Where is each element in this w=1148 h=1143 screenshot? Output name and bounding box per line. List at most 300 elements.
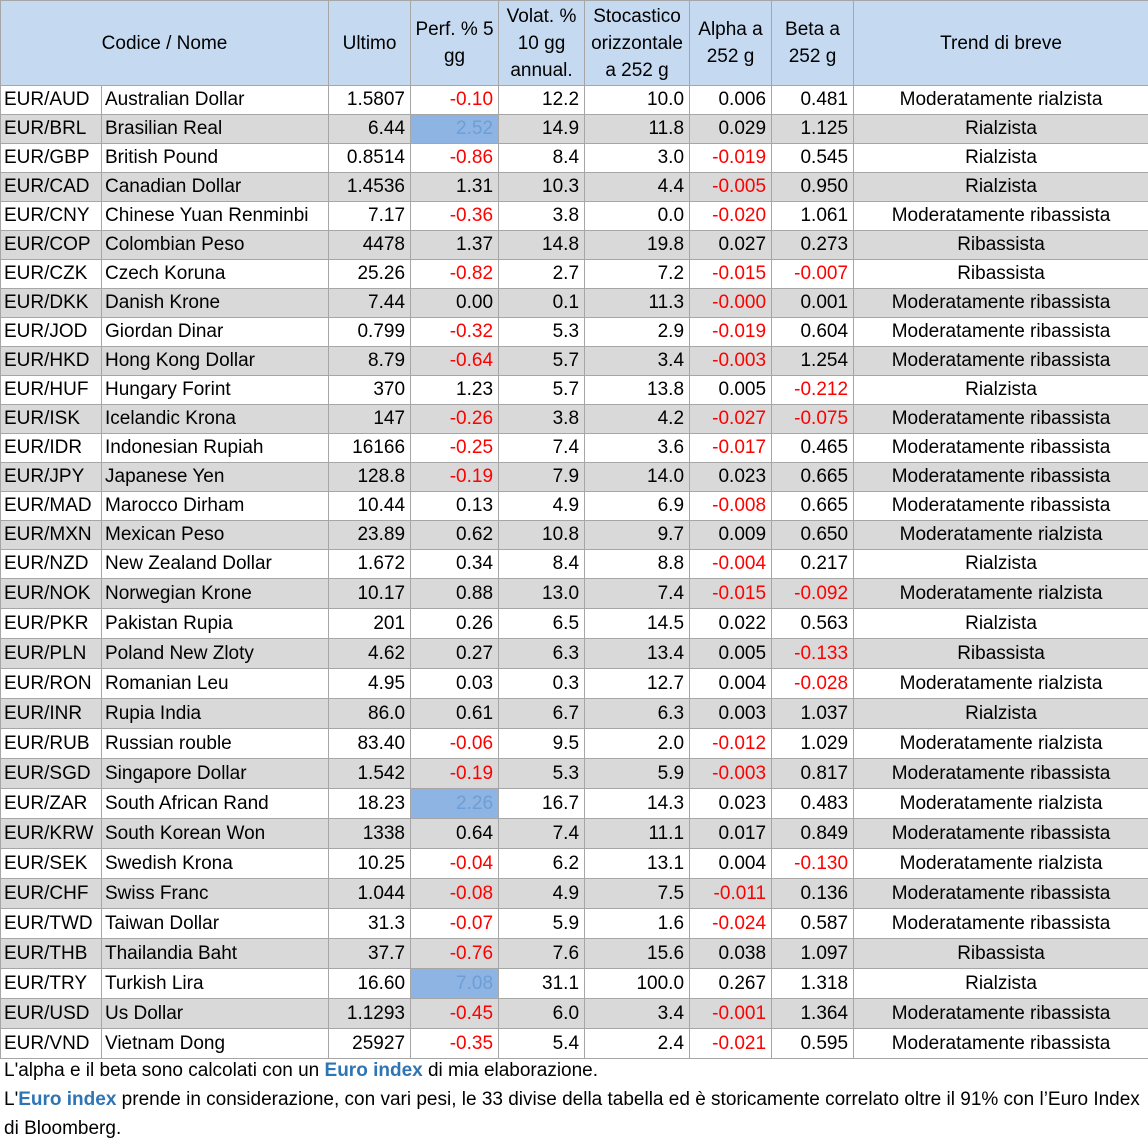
cell-alpha: 0.004	[690, 849, 772, 879]
cell-ultimo: 6.44	[329, 115, 411, 144]
cell-stoc: 8.8	[585, 550, 690, 579]
cell-name: Indonesian Rupiah	[102, 434, 329, 463]
cell-code: EUR/GBP	[1, 144, 102, 173]
cell-ultimo: 1.1293	[329, 999, 411, 1029]
cell-perf: -0.36	[411, 202, 499, 231]
cell-beta: 0.563	[772, 609, 854, 639]
table-row	[1, 521, 1148, 550]
cell-ultimo: 16166	[329, 434, 411, 463]
cell-name: Colombian Peso	[102, 231, 329, 260]
footnote-1	[4, 1056, 1144, 1085]
cell-beta: 0.665	[772, 463, 854, 492]
cell-beta: 1.254	[772, 347, 854, 376]
cell-trend: Moderatamente ribassista	[854, 463, 1148, 492]
cell-ultimo: 18.23	[329, 789, 411, 819]
cell-name: Australian Dollar	[102, 86, 329, 115]
cell-perf: -0.86	[411, 144, 499, 173]
cell-ultimo: 23.89	[329, 521, 411, 550]
cell-name: Brasilian Real	[102, 115, 329, 144]
cell-stoc: 3.6	[585, 434, 690, 463]
cell-code: EUR/TRY	[1, 969, 102, 999]
cell-trend: Moderatamente ribassista	[854, 909, 1148, 939]
cell-trend: Rialzista	[854, 115, 1148, 144]
cell-perf: -0.04	[411, 849, 499, 879]
cell-trend: Moderatamente rialzista	[854, 789, 1148, 819]
cell-beta: 0.001	[772, 289, 854, 318]
cell-ultimo: 83.40	[329, 729, 411, 759]
cell-name: Swedish Krona	[102, 849, 329, 879]
cell-name: Romanian Leu	[102, 669, 329, 699]
cell-code: EUR/THB	[1, 939, 102, 969]
euro-index-label-1: Euro index	[325, 1060, 423, 1081]
cell-code: EUR/JOD	[1, 318, 102, 347]
header-ultimo: Ultimo	[329, 1, 411, 86]
cell-perf: -0.26	[411, 405, 499, 434]
cell-alpha: -0.020	[690, 202, 772, 231]
table-row	[1, 639, 1148, 669]
cell-name: Chinese Yuan Renminbi	[102, 202, 329, 231]
cell-beta: -0.007	[772, 260, 854, 289]
cell-stoc: 11.1	[585, 819, 690, 849]
cell-perf: -0.45	[411, 999, 499, 1029]
cell-ultimo: 1.044	[329, 879, 411, 909]
cell-beta: -0.133	[772, 639, 854, 669]
cell-stoc: 0.0	[585, 202, 690, 231]
footnote-1-text-b: di mia elaborazione.	[423, 1060, 598, 1081]
cell-ultimo: 370	[329, 376, 411, 405]
cell-alpha: -0.001	[690, 999, 772, 1029]
table-row	[1, 729, 1148, 759]
cell-trend: Rialzista	[854, 376, 1148, 405]
cell-stoc: 6.9	[585, 492, 690, 521]
cell-trend: Moderatamente rialzista	[854, 521, 1148, 550]
cell-code: EUR/INR	[1, 699, 102, 729]
cell-ultimo: 10.44	[329, 492, 411, 521]
table-row	[1, 669, 1148, 699]
cell-trend: Ribassista	[854, 939, 1148, 969]
table-row	[1, 115, 1148, 144]
cell-code: EUR/CZK	[1, 260, 102, 289]
cell-alpha: -0.015	[690, 260, 772, 289]
cell-stoc: 15.6	[585, 939, 690, 969]
cell-ultimo: 1.5807	[329, 86, 411, 115]
cell-ultimo: 4.95	[329, 669, 411, 699]
cell-code: EUR/HKD	[1, 347, 102, 376]
cell-perf: -0.32	[411, 318, 499, 347]
cell-name: Vietnam Dong	[102, 1029, 329, 1059]
cell-perf: 0.64	[411, 819, 499, 849]
cell-ultimo: 0.799	[329, 318, 411, 347]
cell-stoc: 100.0	[585, 969, 690, 999]
cell-code: EUR/COP	[1, 231, 102, 260]
cell-ultimo: 86.0	[329, 699, 411, 729]
cell-name: Japanese Yen	[102, 463, 329, 492]
cell-alpha: 0.005	[690, 376, 772, 405]
table-row	[1, 318, 1148, 347]
cell-perf: 0.27	[411, 639, 499, 669]
cell-volat: 8.4	[499, 144, 585, 173]
cell-ultimo: 10.25	[329, 849, 411, 879]
cell-name: South Korean Won	[102, 819, 329, 849]
cell-code: EUR/IDR	[1, 434, 102, 463]
cell-volat: 10.8	[499, 521, 585, 550]
cell-trend: Rialzista	[854, 173, 1148, 202]
cell-trend: Moderatamente rialzista	[854, 729, 1148, 759]
cell-volat: 6.2	[499, 849, 585, 879]
table-row	[1, 405, 1148, 434]
cell-code: EUR/CNY	[1, 202, 102, 231]
cell-trend: Moderatamente rialzista	[854, 849, 1148, 879]
cell-stoc: 9.7	[585, 521, 690, 550]
cell-name: Russian rouble	[102, 729, 329, 759]
cell-stoc: 6.3	[585, 699, 690, 729]
cell-trend: Rialzista	[854, 144, 1148, 173]
cell-trend: Moderatamente ribassista	[854, 819, 1148, 849]
header-trend: Trend di breve	[854, 1, 1148, 86]
cell-trend: Rialzista	[854, 699, 1148, 729]
cell-perf: 0.26	[411, 609, 499, 639]
cell-beta: -0.075	[772, 405, 854, 434]
cell-perf: -0.07	[411, 909, 499, 939]
cell-perf: 0.62	[411, 521, 499, 550]
cell-beta: -0.212	[772, 376, 854, 405]
cell-name: Czech Koruna	[102, 260, 329, 289]
cell-beta: 0.545	[772, 144, 854, 173]
cell-ultimo: 1.542	[329, 759, 411, 789]
cell-trend: Ribassista	[854, 639, 1148, 669]
cell-perf: -0.64	[411, 347, 499, 376]
cell-volat: 7.9	[499, 463, 585, 492]
table-body	[1, 86, 1148, 1059]
cell-name: Thailandia Baht	[102, 939, 329, 969]
table-row	[1, 909, 1148, 939]
cell-beta: 0.604	[772, 318, 854, 347]
cell-alpha: -0.021	[690, 1029, 772, 1059]
cell-alpha: 0.004	[690, 669, 772, 699]
cell-ultimo: 7.44	[329, 289, 411, 318]
cell-name: Icelandic Krona	[102, 405, 329, 434]
cell-alpha: -0.024	[690, 909, 772, 939]
cell-volat: 6.0	[499, 999, 585, 1029]
cell-beta: -0.028	[772, 669, 854, 699]
header-volat: Volat. % 10 gg annual.	[499, 1, 585, 86]
cell-beta: 1.037	[772, 699, 854, 729]
cell-volat: 6.5	[499, 609, 585, 639]
cell-beta: 0.817	[772, 759, 854, 789]
cell-code: EUR/RUB	[1, 729, 102, 759]
cell-ultimo: 4.62	[329, 639, 411, 669]
cell-volat: 16.7	[499, 789, 585, 819]
table-row	[1, 969, 1148, 999]
cell-beta: 1.097	[772, 939, 854, 969]
cell-stoc: 13.4	[585, 639, 690, 669]
cell-volat: 13.0	[499, 579, 585, 609]
cell-code: EUR/ISK	[1, 405, 102, 434]
cell-trend: Moderatamente ribassista	[854, 289, 1148, 318]
header-codice: Codice / Nome	[1, 1, 329, 86]
cell-ultimo: 25.26	[329, 260, 411, 289]
cell-ultimo: 8.79	[329, 347, 411, 376]
table-row	[1, 579, 1148, 609]
footnote-1-text-a: L'alpha e il beta sono calcolati con un	[4, 1060, 325, 1081]
cell-alpha: -0.003	[690, 759, 772, 789]
table-row	[1, 231, 1148, 260]
euro-index-label-2: Euro index	[18, 1089, 116, 1110]
cell-perf: 0.13	[411, 492, 499, 521]
cell-name: Norwegian Krone	[102, 579, 329, 609]
table-row	[1, 347, 1148, 376]
cell-alpha: 0.267	[690, 969, 772, 999]
cell-stoc: 1.6	[585, 909, 690, 939]
cell-code: EUR/SEK	[1, 849, 102, 879]
cell-volat: 8.4	[499, 550, 585, 579]
cell-perf: -0.06	[411, 729, 499, 759]
cell-code: EUR/PKR	[1, 609, 102, 639]
table-row	[1, 699, 1148, 729]
cell-stoc: 10.0	[585, 86, 690, 115]
cell-stoc: 2.4	[585, 1029, 690, 1059]
cell-perf: -0.19	[411, 759, 499, 789]
cell-alpha: -0.011	[690, 879, 772, 909]
cell-alpha: 0.009	[690, 521, 772, 550]
cell-volat: 7.4	[499, 434, 585, 463]
cell-code: EUR/DKK	[1, 289, 102, 318]
cell-trend: Moderatamente ribassista	[854, 1029, 1148, 1059]
table-row	[1, 849, 1148, 879]
table-row	[1, 376, 1148, 405]
cell-stoc: 3.4	[585, 347, 690, 376]
cell-beta: 0.136	[772, 879, 854, 909]
header-stoc: Stocastico orizzontale a 252 g	[585, 1, 690, 86]
cell-ultimo: 16.60	[329, 969, 411, 999]
cell-volat: 3.8	[499, 202, 585, 231]
cell-perf: 2.52	[411, 115, 499, 144]
footnote-2-text-b: prende in considerazione, con vari pesi, le 33 divise della tabella ed è storicamente correlato oltre il 91% con l’Euro Index di Bloomberg.	[4, 1089, 1140, 1139]
cell-trend: Ribassista	[854, 260, 1148, 289]
cell-ultimo: 128.8	[329, 463, 411, 492]
cell-volat: 4.9	[499, 492, 585, 521]
cell-alpha: -0.012	[690, 729, 772, 759]
cell-trend: Moderatamente ribassista	[854, 202, 1148, 231]
cell-volat: 5.3	[499, 318, 585, 347]
cell-perf: 0.03	[411, 669, 499, 699]
cell-code: EUR/ZAR	[1, 789, 102, 819]
cell-name: Singapore Dollar	[102, 759, 329, 789]
cell-code: EUR/TWD	[1, 909, 102, 939]
header-beta: Beta a 252 g	[772, 1, 854, 86]
cell-trend: Moderatamente ribassista	[854, 405, 1148, 434]
cell-alpha: 0.023	[690, 789, 772, 819]
cell-perf: -0.19	[411, 463, 499, 492]
cell-perf: 7.08	[411, 969, 499, 999]
table-row	[1, 939, 1148, 969]
cell-stoc: 13.8	[585, 376, 690, 405]
cell-volat: 12.2	[499, 86, 585, 115]
cell-name: Pakistan Rupia	[102, 609, 329, 639]
cell-beta: 0.950	[772, 173, 854, 202]
table-row	[1, 789, 1148, 819]
cell-volat: 6.3	[499, 639, 585, 669]
table-row	[1, 759, 1148, 789]
cell-code: EUR/CHF	[1, 879, 102, 909]
cell-ultimo: 37.7	[329, 939, 411, 969]
cell-volat: 4.9	[499, 879, 585, 909]
footnotes	[4, 1056, 1144, 1143]
cell-volat: 0.3	[499, 669, 585, 699]
cell-beta: 1.029	[772, 729, 854, 759]
cell-name: Marocco Dirham	[102, 492, 329, 521]
cell-perf: -0.25	[411, 434, 499, 463]
cell-volat: 5.7	[499, 376, 585, 405]
cell-stoc: 4.4	[585, 173, 690, 202]
cell-stoc: 14.5	[585, 609, 690, 639]
cell-stoc: 7.4	[585, 579, 690, 609]
cell-alpha: 0.003	[690, 699, 772, 729]
cell-code: EUR/CAD	[1, 173, 102, 202]
cell-code: EUR/AUD	[1, 86, 102, 115]
cell-beta: 1.061	[772, 202, 854, 231]
cell-stoc: 13.1	[585, 849, 690, 879]
cell-stoc: 2.0	[585, 729, 690, 759]
cell-alpha: -0.017	[690, 434, 772, 463]
cell-beta: 0.481	[772, 86, 854, 115]
cell-trend: Rialzista	[854, 609, 1148, 639]
header-alpha: Alpha a 252 g	[690, 1, 772, 86]
cell-alpha: 0.029	[690, 115, 772, 144]
cell-code: EUR/MXN	[1, 521, 102, 550]
cell-code: EUR/BRL	[1, 115, 102, 144]
cell-name: Hong Kong Dollar	[102, 347, 329, 376]
cell-perf: -0.35	[411, 1029, 499, 1059]
cell-beta: 0.273	[772, 231, 854, 260]
cell-volat: 7.6	[499, 939, 585, 969]
cell-alpha: -0.004	[690, 550, 772, 579]
cell-stoc: 11.3	[585, 289, 690, 318]
cell-code: EUR/KRW	[1, 819, 102, 849]
cell-name: Canadian Dollar	[102, 173, 329, 202]
cell-trend: Rialzista	[854, 550, 1148, 579]
cell-volat: 5.4	[499, 1029, 585, 1059]
cell-beta: 0.217	[772, 550, 854, 579]
table-row	[1, 260, 1148, 289]
cell-volat: 7.4	[499, 819, 585, 849]
cell-code: EUR/NZD	[1, 550, 102, 579]
cell-ultimo: 1.4536	[329, 173, 411, 202]
cell-volat: 6.7	[499, 699, 585, 729]
cell-beta: 0.465	[772, 434, 854, 463]
cell-beta: 0.665	[772, 492, 854, 521]
table-row	[1, 463, 1148, 492]
cell-code: EUR/JPY	[1, 463, 102, 492]
cell-code: EUR/USD	[1, 999, 102, 1029]
cell-name: New Zealand Dollar	[102, 550, 329, 579]
cell-alpha: -0.003	[690, 347, 772, 376]
cell-perf: 1.37	[411, 231, 499, 260]
cell-alpha: -0.019	[690, 318, 772, 347]
cell-ultimo: 1.672	[329, 550, 411, 579]
cell-alpha: -0.005	[690, 173, 772, 202]
cell-ultimo: 31.3	[329, 909, 411, 939]
cell-beta: 0.483	[772, 789, 854, 819]
cell-perf: 0.00	[411, 289, 499, 318]
cell-alpha: -0.008	[690, 492, 772, 521]
cell-ultimo: 1338	[329, 819, 411, 849]
cell-trend: Moderatamente ribassista	[854, 879, 1148, 909]
cell-trend: Moderatamente ribassista	[854, 347, 1148, 376]
cell-ultimo: 25927	[329, 1029, 411, 1059]
cell-name: South African Rand	[102, 789, 329, 819]
cell-alpha: 0.017	[690, 819, 772, 849]
cell-trend: Ribassista	[854, 231, 1148, 260]
cell-alpha: -0.027	[690, 405, 772, 434]
cell-stoc: 7.5	[585, 879, 690, 909]
cell-ultimo: 4478	[329, 231, 411, 260]
cell-code: EUR/VND	[1, 1029, 102, 1059]
cell-ultimo: 0.8514	[329, 144, 411, 173]
cell-name: Danish Krone	[102, 289, 329, 318]
cell-stoc: 14.3	[585, 789, 690, 819]
footnote-2	[4, 1085, 1144, 1143]
cell-alpha: 0.023	[690, 463, 772, 492]
cell-ultimo: 201	[329, 609, 411, 639]
cell-ultimo: 10.17	[329, 579, 411, 609]
cell-beta: -0.092	[772, 579, 854, 609]
cell-volat: 10.3	[499, 173, 585, 202]
table-row	[1, 819, 1148, 849]
cell-perf: 2.26	[411, 789, 499, 819]
cell-volat: 5.7	[499, 347, 585, 376]
header-row	[1, 1, 1148, 86]
cell-stoc: 3.0	[585, 144, 690, 173]
table-row	[1, 144, 1148, 173]
cell-name: Turkish Lira	[102, 969, 329, 999]
cell-alpha: -0.015	[690, 579, 772, 609]
cell-stoc: 7.2	[585, 260, 690, 289]
cell-perf: 1.23	[411, 376, 499, 405]
cell-beta: 0.587	[772, 909, 854, 939]
table-row	[1, 86, 1148, 115]
table-row	[1, 550, 1148, 579]
cell-beta: 1.364	[772, 999, 854, 1029]
cell-trend: Moderatamente ribassista	[854, 999, 1148, 1029]
cell-beta: 0.849	[772, 819, 854, 849]
cell-code: EUR/SGD	[1, 759, 102, 789]
cell-code: EUR/HUF	[1, 376, 102, 405]
cell-name: Rupia India	[102, 699, 329, 729]
table-row	[1, 173, 1148, 202]
cell-stoc: 14.0	[585, 463, 690, 492]
cell-alpha: 0.022	[690, 609, 772, 639]
header-perf: Perf. % 5 gg	[411, 1, 499, 86]
cell-perf: 0.34	[411, 550, 499, 579]
cell-volat: 3.8	[499, 405, 585, 434]
cell-trend: Moderatamente ribassista	[854, 318, 1148, 347]
cell-name: Taiwan Dollar	[102, 909, 329, 939]
table-row	[1, 609, 1148, 639]
cell-volat: 14.9	[499, 115, 585, 144]
cell-alpha: -0.000	[690, 289, 772, 318]
cell-alpha: 0.005	[690, 639, 772, 669]
cell-perf: 0.61	[411, 699, 499, 729]
cell-stoc: 4.2	[585, 405, 690, 434]
cell-stoc: 11.8	[585, 115, 690, 144]
table-row	[1, 879, 1148, 909]
table-row	[1, 202, 1148, 231]
cell-alpha: 0.038	[690, 939, 772, 969]
cell-beta: 0.650	[772, 521, 854, 550]
cell-ultimo: 147	[329, 405, 411, 434]
cell-stoc: 19.8	[585, 231, 690, 260]
